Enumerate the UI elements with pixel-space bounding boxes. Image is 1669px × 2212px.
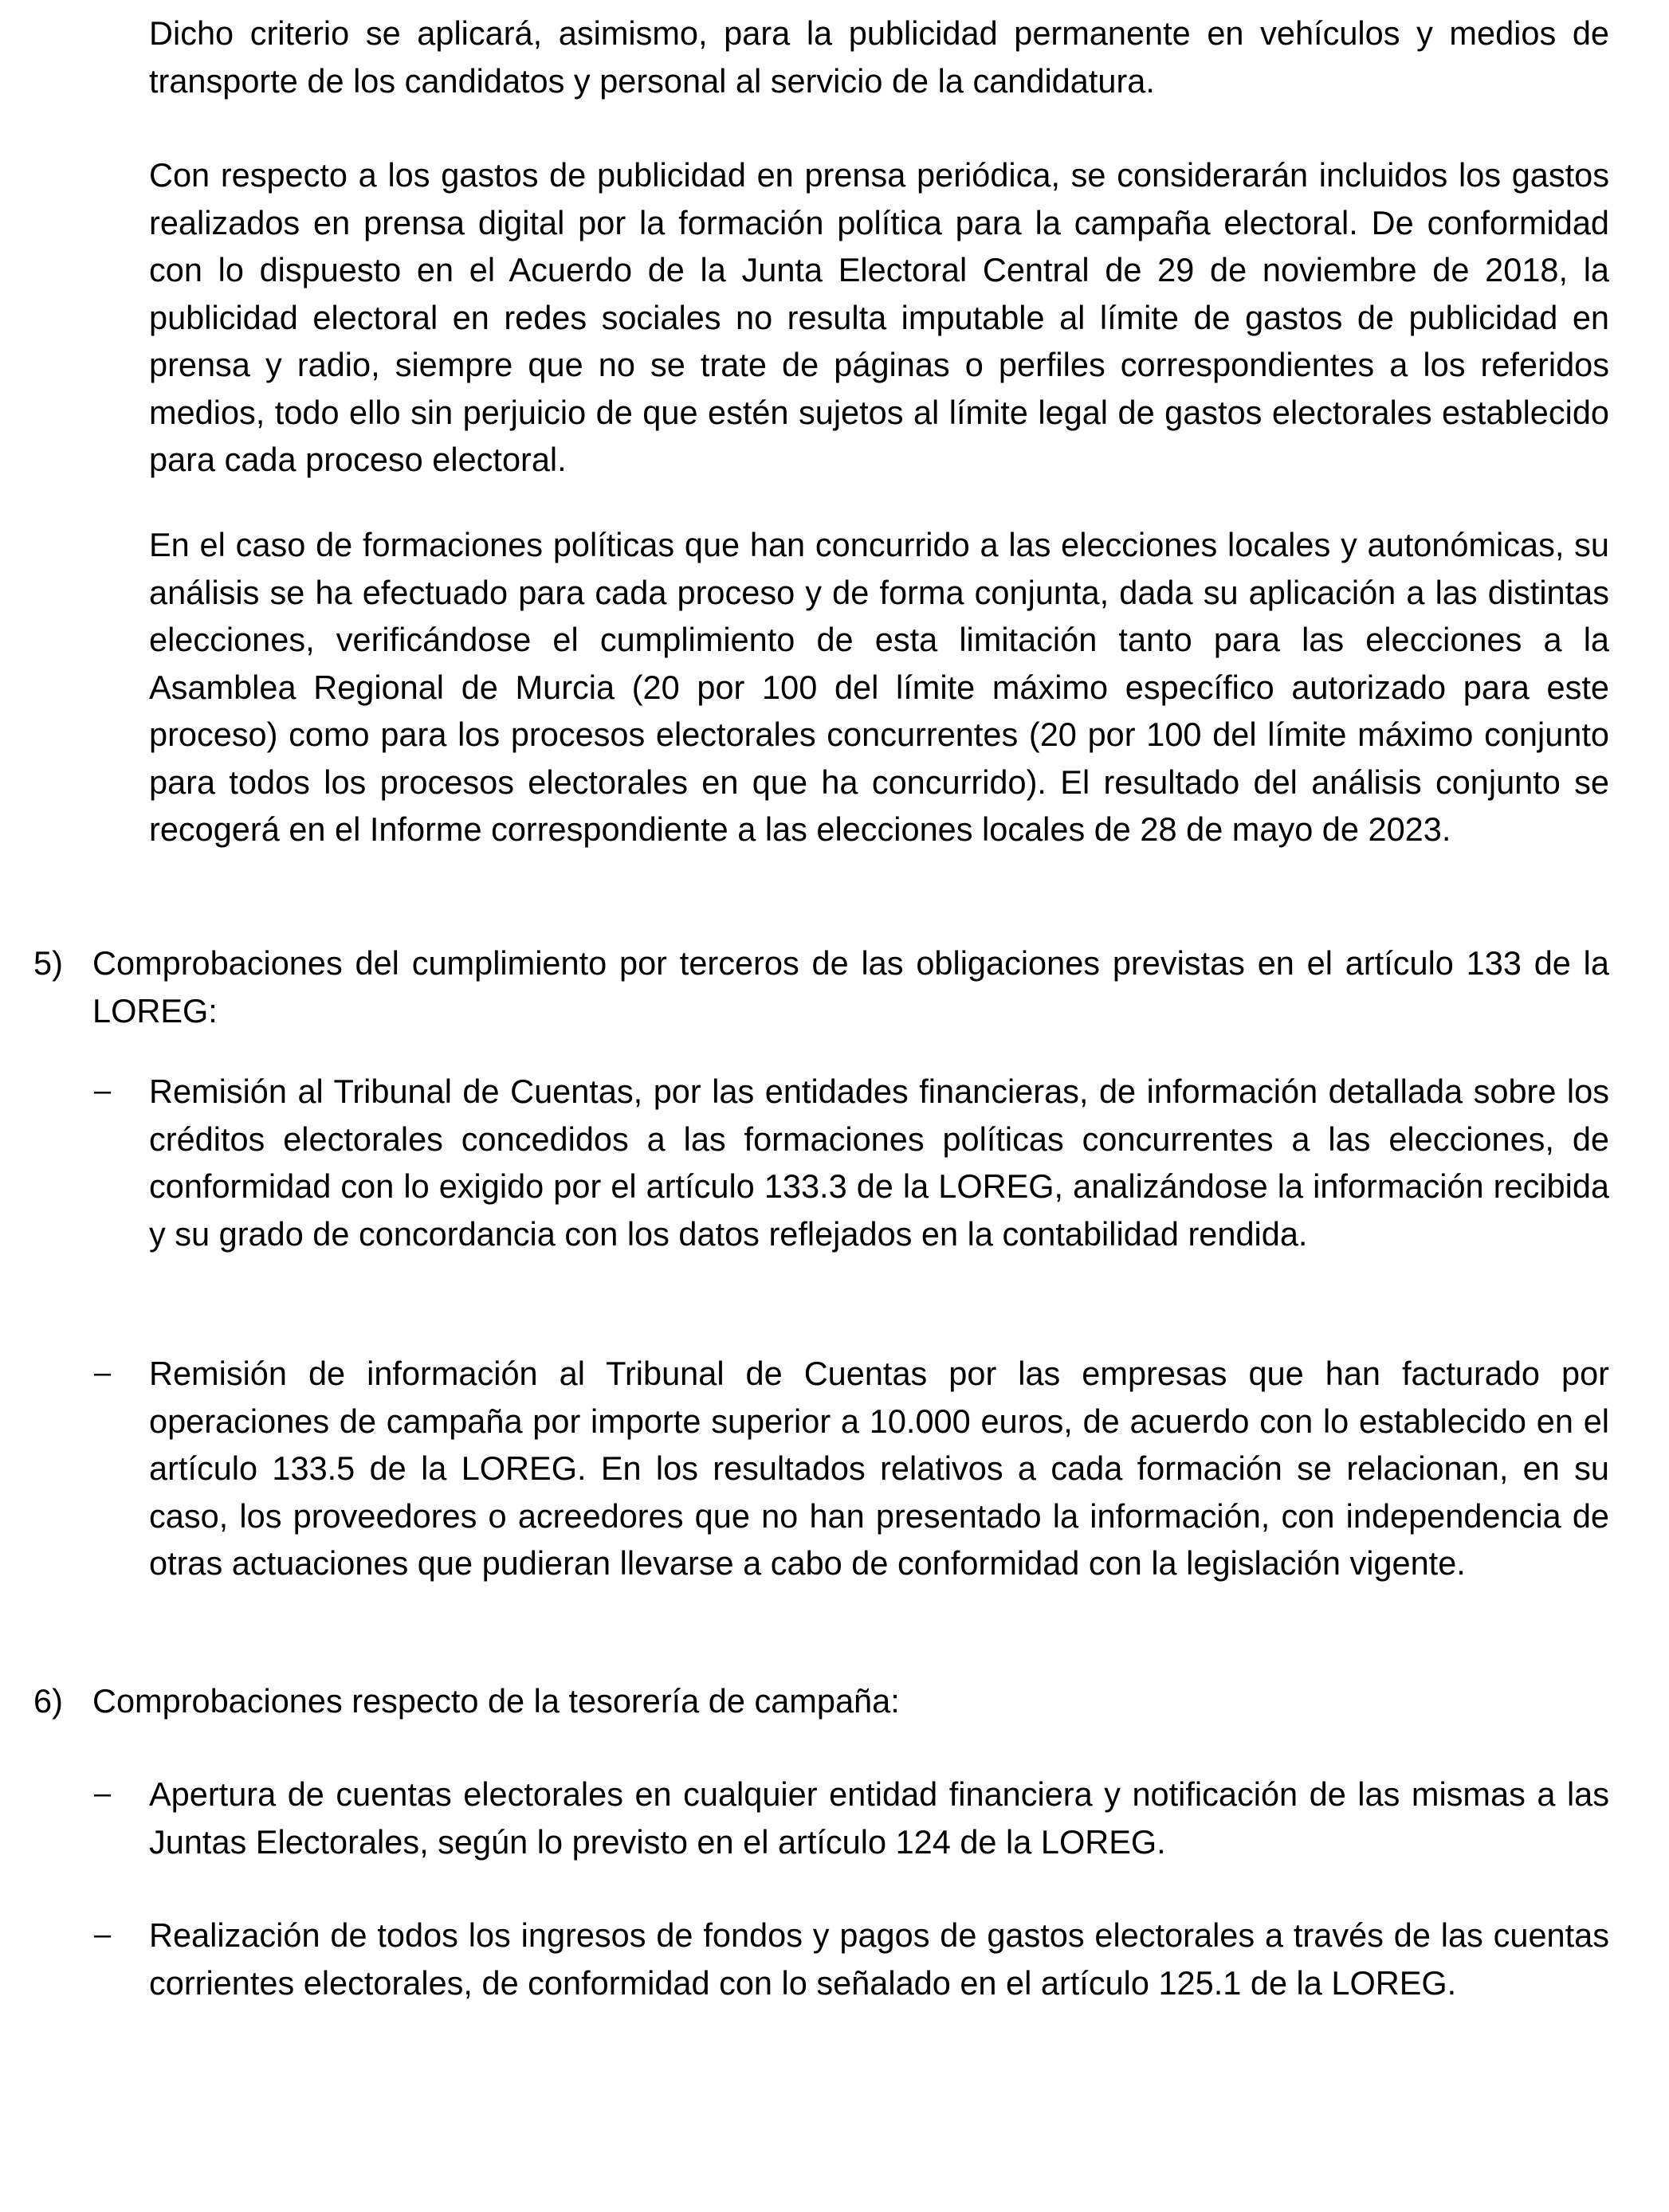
dash-bullet-icon: – [94,1918,112,1951]
section-number: 6) [33,1682,63,1720]
paragraph-local-autonomic-elections: En el caso de formaciones políticas que han concurrido a las elecciones locales y autonómicas, su análisis se ha efectuado para cada proceso y de forma conjunta, dada su aplicación a las distintas elecciones, verificándose el cumplimiento de esta limitación tanto para las elecciones a la Asamblea Regional de Murcia (20 por 100 del límite máximo específico autorizado para este proceso) como para los procesos electorales concurrentes (20 por 100 del límite máximo conjunto para todos los procesos electorales en que ha concurrido). El resultado del análisis conjunto se recogerá en el Informe correspondiente a las elecciones locales de 28 de mayo de 2023. [149,526,1609,848]
section-number: 5) [33,944,63,982]
bullet-text: Realización de todos los ingresos de fondos y pagos de gastos electorales a través de las cuentas corrientes electorales, de conformidad con lo señalado en el artículo 125.1 de la LOREG. [149,1916,1609,2002]
bullet-text: Remisión de información al Tribunal de Cuentas por las empresas que han facturado por operaciones de campaña por importe superior a 10.000 euros, de acuerdo con lo establecido en el artículo 133.5 de la LOREG. En los resultados relativos a cada formación se relacionan, en su caso, los proveedores o acreedores que no han presentado la información, con independencia de otras actuaciones que pudieran llevarse a cabo de conformidad con la legislación vigente. [149,1355,1609,1582]
bullet-text: Apertura de cuentas electorales en cualquier entidad financiera y notificación de las mismas a las Juntas Electorales, según lo previsto en el artículo 124 de la LOREG. [149,1775,1609,1861]
section-title: Comprobaciones respecto de la tesorería de campaña: [92,1682,900,1720]
bullet-text: Remisión al Tribunal de Cuentas, por las entidades financieras, de información detallada sobre los créditos electorales concedidos a las formaciones políticas concurrentes a las elecciones, de conformidad con lo exigido por el artículo 133.3 de la LOREG, analizándose la información recibida y su grado de concordancia con los datos reflejados en la contabilidad rendida. [149,1073,1609,1253]
paragraph-vehicle-advertising: Dicho criterio se aplicará, asimismo, para la publicidad permanente en vehículos y medios de transporte de los candidatos y personal al servicio de la candidatura. [149,14,1609,100]
section-title: Comprobaciones del cumplimiento por terceros de las obligaciones previstas en el artículo 133 de la LOREG: [92,944,1609,1030]
dash-bullet-icon: – [94,1356,112,1390]
dash-bullet-icon: – [94,1777,112,1810]
dash-bullet-icon: – [94,1074,112,1108]
paragraph-press-advertising: Con respecto a los gastos de publicidad en prensa periódica, se considerarán incluidos los gastos realizados en prensa digital por la formación política para la campaña electoral. De conformidad con lo dispuesto en el Acuerdo de la Junta Electoral Central de 29 de noviembre de 2018, la publicidad electoral en redes sociales no resulta imputable al límite de gastos de publicidad en prensa y radio, siempre que no se trate de páginas o perfiles correspondientes a los referidos medios, todo ello sin perjuicio de que estén sujetos al límite legal de gastos electorales establecido para cada proceso electoral. [149,156,1609,478]
